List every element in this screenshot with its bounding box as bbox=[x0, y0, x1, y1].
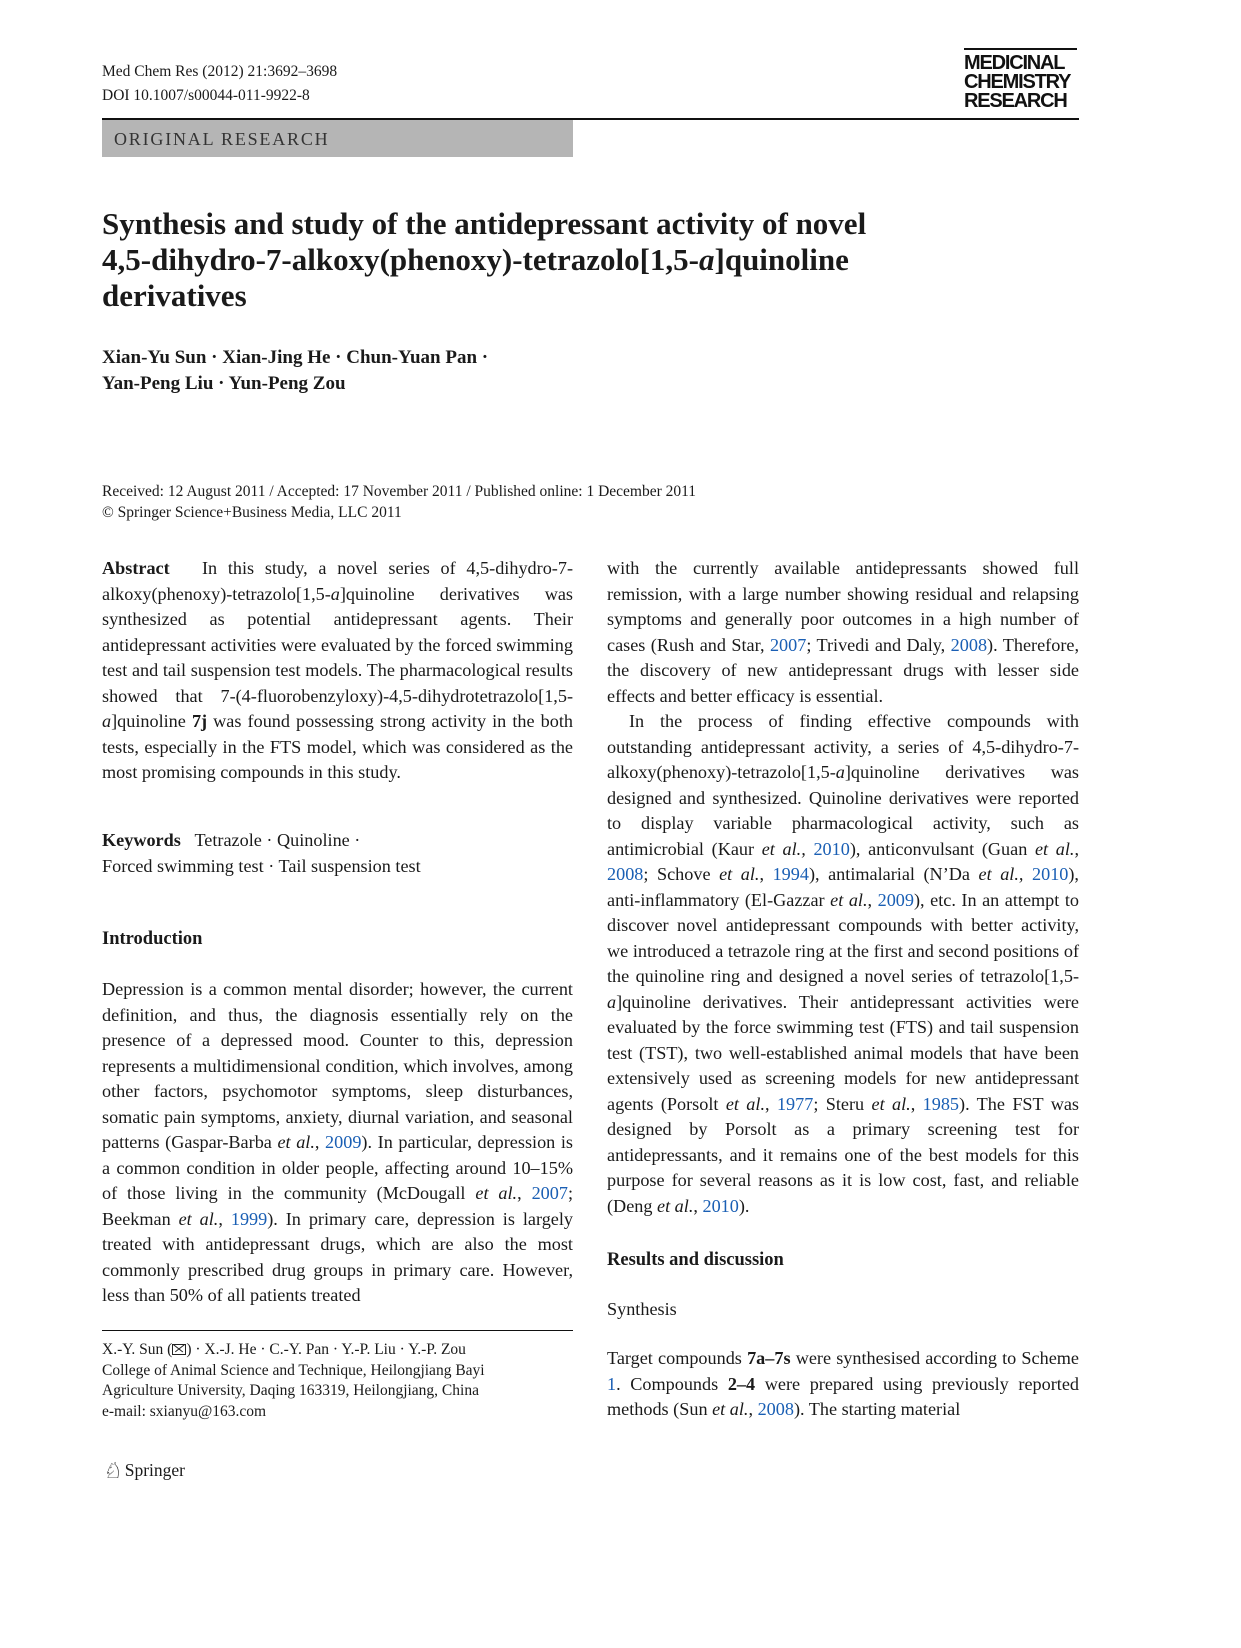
authors-line-1: Xian-Yu Sun · Xian-Jing He · Chun-Yuan Pan · bbox=[102, 347, 489, 368]
keywords-line-2: Forced swimming test · Tail suspension test bbox=[102, 855, 421, 876]
synthesis-heading: Synthesis bbox=[607, 1299, 677, 1319]
title-italic: a bbox=[699, 242, 715, 277]
article-dates bbox=[102, 481, 1002, 523]
body-text: ), anticonvulsant (Guan bbox=[849, 838, 1035, 859]
title-line-2 bbox=[102, 242, 1102, 278]
body-text: ]quinoline derivatives was designed and synthesized. Quinoline derivatives were reported to display variable pharmacological activity, such as antimicrobial (Kaur bbox=[607, 762, 1079, 859]
title-part: ]quinoline bbox=[714, 242, 849, 277]
sep: , bbox=[910, 1093, 923, 1114]
title-line-3: derivatives bbox=[102, 278, 247, 313]
body-text: ), anti-inflammatory (El-Gazzar bbox=[607, 864, 1079, 910]
et-al: et al., bbox=[761, 838, 806, 859]
citation-link[interactable]: 1994 bbox=[772, 864, 809, 884]
scheme-link[interactable]: 1 bbox=[607, 1373, 617, 1394]
article-title bbox=[102, 206, 1102, 314]
sep: , bbox=[314, 1132, 326, 1152]
body-text: ; Schove bbox=[643, 864, 720, 884]
logo-top-rule bbox=[964, 48, 1077, 50]
body-text: ). The starting material bbox=[793, 1399, 961, 1419]
abstract-text: ]quinoline derivatives was synthesized as potential antidepressant agents. Their antidepressant activities were evaluated by the forced swimming test and tail suspension test models. The pharmacological results showed that 7-(4-fluorobenzyloxy)-4,5-dihydrotetrazolo[1,5- bbox=[102, 583, 573, 706]
section-label: ORIGINAL RESEARCH bbox=[102, 120, 573, 157]
sep: , bbox=[693, 1195, 703, 1216]
envelope-icon[interactable] bbox=[172, 1344, 186, 1355]
italic-a: a bbox=[330, 583, 340, 604]
body-text: ). The FST was designed by Porsolt as a primary screening test for antidepressants, and it remains one of the best models for this purpose for several reasons as it is low cost, fast, and reliable (Deng bbox=[607, 1093, 1079, 1216]
citation-link[interactable]: 2009 bbox=[877, 889, 914, 910]
journal-logo bbox=[964, 54, 1070, 111]
synthesis-text bbox=[607, 1346, 1079, 1423]
compound-label: 2–4 bbox=[727, 1373, 756, 1394]
corresponding-email[interactable]: e-mail: sxianyu@163.com bbox=[102, 1402, 267, 1420]
body-text: Target compounds bbox=[607, 1348, 748, 1368]
et-al: et al. bbox=[475, 1183, 518, 1203]
keywords-label: Keywords bbox=[102, 830, 181, 850]
citation-link[interactable]: 2007 bbox=[769, 634, 807, 655]
et-al: et al. bbox=[657, 1195, 694, 1216]
authors bbox=[102, 345, 902, 397]
citation-link[interactable]: 1985 bbox=[922, 1093, 960, 1114]
compound-label: 7j bbox=[191, 711, 208, 731]
springer-footer bbox=[102, 1458, 185, 1482]
citation-link[interactable]: 2009 bbox=[325, 1132, 362, 1152]
et-al: et al. bbox=[719, 864, 760, 884]
compound-label: 7a–7s bbox=[747, 1348, 791, 1368]
introduction-continued bbox=[607, 556, 1079, 1219]
logo-line-3: RESEARCH bbox=[964, 90, 1067, 112]
citation-link[interactable]: 2008 bbox=[607, 864, 644, 884]
abstract-text: was found possessing strong activity in the both tests, especially in the FTS model, which was considered as the most promising compounds in this study. bbox=[102, 711, 573, 782]
body-text: with the currently available antidepressants showed full remission, with a large number showing residual and relapsing symptoms and generally poor outcomes in a high number of cases (Rush and Star, bbox=[607, 558, 1079, 655]
footnote-rule bbox=[102, 1330, 573, 1331]
keywords-line-1: Tetrazole · Quinoline · bbox=[194, 830, 361, 850]
et-al: et al. bbox=[178, 1208, 219, 1229]
doi[interactable]: DOI 10.1007/s00044-011-9922-8 bbox=[102, 87, 310, 104]
body-text: ; Steru bbox=[813, 1093, 872, 1114]
body-text: were prepared using previously reported methods (Sun bbox=[607, 1373, 1080, 1419]
springer-label: Springer bbox=[124, 1460, 186, 1480]
body-text: ), etc. In an attempt to discover novel antidepressant compounds with better activity, we introduced a tetrazole ring at the first and second positions of the quinoline ring and designed a novel series of tetrazolo[1,5- bbox=[607, 889, 1080, 986]
body-text: . In particular, depression is a common condition in older people, affecting around 10–15% of those living in the community (McDougall bbox=[102, 1132, 573, 1203]
sep: , bbox=[1074, 838, 1080, 859]
introduction-text bbox=[102, 977, 573, 1309]
abstract-text: In this study, a novel series of 4,5-dihydro-7-alkoxy(phenoxy)-tetrazolo[1,5- bbox=[102, 558, 573, 604]
et-al: et al., bbox=[978, 864, 1024, 884]
sep: , bbox=[218, 1208, 231, 1229]
title-part: 4,5-dihydro-7-alkoxy(phenoxy)-tetrazolo[1,5- bbox=[102, 242, 699, 277]
body-text: ; Trivedi and Daly, bbox=[806, 634, 951, 655]
citation-link[interactable]: 2010 bbox=[702, 1195, 739, 1216]
springer-horse-icon: ♘ bbox=[102, 1458, 122, 1483]
results-heading: Results and discussion bbox=[607, 1250, 784, 1270]
body-text: ; Beekman bbox=[102, 1183, 573, 1229]
citation-link[interactable]: 1999 bbox=[230, 1208, 268, 1229]
citation-link[interactable]: 2008 bbox=[950, 634, 988, 655]
title-line-1: Synthesis and study of the antidepressant activity of novel bbox=[102, 206, 867, 241]
body-text: Depression is a common mental disorder; however, the current definition, and thus, the diagnosis essentially rely on the presence of a depressed mood. Counter to this, depression represents a multidimensional condition, which involves, among other factors, psychomotor symptoms, sleep disturbances, somatic pain symptoms, anxiety, diurnal variation, and seasonal patterns (Gaspar-Barba bbox=[102, 979, 573, 1152]
history-dates: Received: 12 August 2011 / Accepted: 17 November 2011 / Published online: 1 December 2011 bbox=[102, 483, 697, 500]
logo-line-1: MEDICINAL bbox=[964, 52, 1065, 74]
citation-link[interactable]: 2010 bbox=[1032, 864, 1069, 884]
journal-reference: Med Chem Res (2012) 21:3692–3698 bbox=[102, 63, 338, 80]
logo-line-2: CHEMISTRY bbox=[964, 71, 1071, 93]
body-text: In the process of finding effective compounds with outstanding antidepressant activity, a series of 4,5-dihydro-7-alkoxy(phenoxy)-tetrazolo[1,5- bbox=[607, 711, 1079, 782]
sep: , bbox=[867, 889, 878, 910]
keywords bbox=[102, 828, 573, 879]
abstract-text: ]quinoline bbox=[111, 711, 192, 731]
italic-a: a bbox=[607, 991, 617, 1012]
citation-link[interactable]: 2010 bbox=[813, 838, 850, 859]
affiliation-line-1: College of Animal Science and Technique, Heilongjiang Bayi bbox=[102, 1361, 485, 1379]
et-al: et al. bbox=[830, 889, 868, 910]
et-al: et al. bbox=[1034, 838, 1075, 859]
body-text: ). Therefore, the discovery of new antidepressant drugs with lesser side effects and better efficacy is essential. bbox=[607, 634, 1079, 706]
citation-link[interactable]: 1977 bbox=[776, 1093, 814, 1114]
et-al: et al. bbox=[712, 1399, 749, 1419]
sep: , bbox=[517, 1183, 532, 1203]
body-text: ). In primary care, depression is largely treated with antidepressant drugs, which are also the most commonly prescribed drug groups in primary care. However, less than 50% of all patients treated bbox=[102, 1208, 574, 1305]
abstract-label: Abstract bbox=[102, 558, 170, 578]
affiliation-footnote bbox=[102, 1340, 573, 1422]
et-al: et al. bbox=[277, 1132, 315, 1152]
et-al: et al. bbox=[871, 1093, 911, 1114]
et-al: et al. bbox=[725, 1093, 766, 1114]
copyright: © Springer Science+Business Media, LLC 2011 bbox=[102, 504, 402, 521]
citation-link[interactable]: 2007 bbox=[531, 1183, 568, 1203]
body-text: were synthesised according to Scheme bbox=[790, 1348, 1079, 1368]
body-text: ]quinoline derivatives. Their antidepressant activities were evaluated by the force swimming test (FTS) and tail suspension test (TST), two well-established animal models that have been extensively used as screening models for new antidepressant agents (Porsolt bbox=[607, 991, 1079, 1114]
body-text: ), antimalarial (N’Da bbox=[808, 864, 979, 884]
sep: , bbox=[759, 864, 773, 884]
paren: ) bbox=[361, 1132, 368, 1152]
italic-a: a bbox=[102, 711, 112, 731]
sep: , bbox=[748, 1399, 758, 1419]
affiliation-line-2: Agriculture University, Daqing 163319, Heilongjiang, China bbox=[102, 1382, 479, 1399]
citation-link[interactable]: 2008 bbox=[757, 1399, 794, 1419]
body-text: ). bbox=[738, 1195, 750, 1216]
abstract bbox=[102, 556, 573, 786]
italic-a: a bbox=[835, 762, 845, 782]
sep: , bbox=[765, 1093, 777, 1114]
footnote-text: ) · X.-J. He · C.-Y. Pan · Y.-P. Liu · Y.-P. Zou bbox=[186, 1341, 466, 1358]
authors-line-2: Yan-Peng Liu · Yun-Peng Zou bbox=[102, 373, 346, 394]
introduction-heading: Introduction bbox=[102, 929, 203, 949]
body-text: . Compounds bbox=[616, 1373, 728, 1394]
footnote-text: X.-Y. Sun ( bbox=[102, 1341, 173, 1358]
